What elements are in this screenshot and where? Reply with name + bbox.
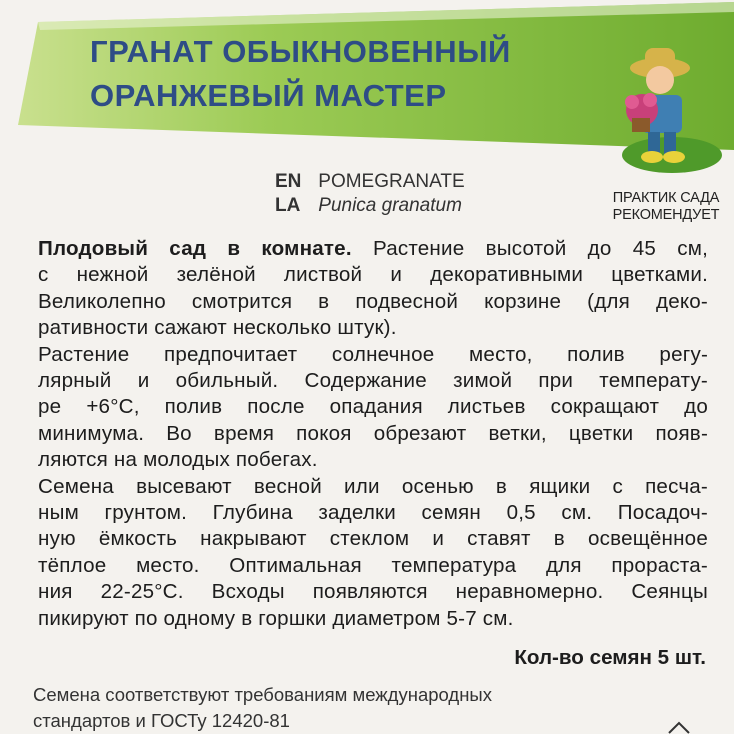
description-line: Растение предпочитает солнечное место, полив регу-: [38, 342, 708, 366]
la-name: Punica granatum: [318, 195, 462, 216]
description-heading: Плодовый сад в комнате.: [38, 237, 352, 260]
description-line: Великолепно смотрится в подвесной корзине (для деко-: [38, 289, 708, 313]
description-line: Плодовый сад в комнате. Растение высотой до 45 см,: [38, 237, 708, 260]
caret-up-icon: [667, 720, 691, 734]
la-code: LA: [275, 195, 301, 216]
description-line: тёплое место. Оптимальная температура для прораста-: [38, 553, 708, 577]
recommendation-badge: [604, 190, 728, 224]
description-line: ративности сажают несколько штук).: [38, 316, 397, 340]
product-title: [90, 30, 511, 118]
description-line: ную ёмкость накрывают стеклом и ставят в освещённое: [38, 527, 708, 551]
title-line-1: ГРАНАТ ОБЫКНОВЕННЫЙ: [90, 34, 511, 69]
en-name: POMEGRANATE: [318, 171, 465, 192]
description-line: пикируют по одному в горшки диаметром 5-7 см.: [38, 606, 514, 630]
plant-names: [275, 170, 465, 218]
description-line: ным грунтом. Глубина заделки семян 0,5 см. Посадоч-: [38, 501, 708, 525]
standards-note: [33, 682, 492, 734]
description-line: минимума. Во время покоя обрезают ветки, цветки появ-: [38, 421, 708, 445]
footer-line-1: Семена соответствуют требованиям международных: [33, 684, 492, 705]
description-line: Семена высевают весной или осенью в ящики с песча-: [38, 474, 708, 498]
latin-name-row: [275, 194, 465, 218]
footer-line-2: стандартов и ГОСТу 12420-81: [33, 710, 290, 731]
seed-count: Кол-во семян 5 шт.: [514, 646, 706, 669]
description-text: [38, 236, 708, 632]
badge-line-1: ПРАКТИК САДА: [612, 190, 720, 206]
gardener-mascot-icon: [612, 40, 722, 175]
title-line-2: ОРАНЖЕВЫЙ МАСТЕР: [90, 78, 447, 113]
description-line: лярный и обильный. Содержание зимой при температу-: [38, 369, 708, 393]
badge-line-2: РЕКОМЕНДУЕТ: [612, 207, 720, 223]
description-line: ляются на молодых побегах.: [38, 448, 318, 472]
description-line: с нежной зелёной листвой и декоративными цветками.: [38, 263, 708, 287]
english-name-row: [275, 170, 465, 194]
description-line: ния 22-25°С. Всходы появляются неравномерно. Сеянцы: [38, 580, 708, 604]
en-code: EN: [275, 171, 302, 192]
description-line: ре +6°С, полив после опадания листьев сокращают до: [38, 395, 708, 419]
